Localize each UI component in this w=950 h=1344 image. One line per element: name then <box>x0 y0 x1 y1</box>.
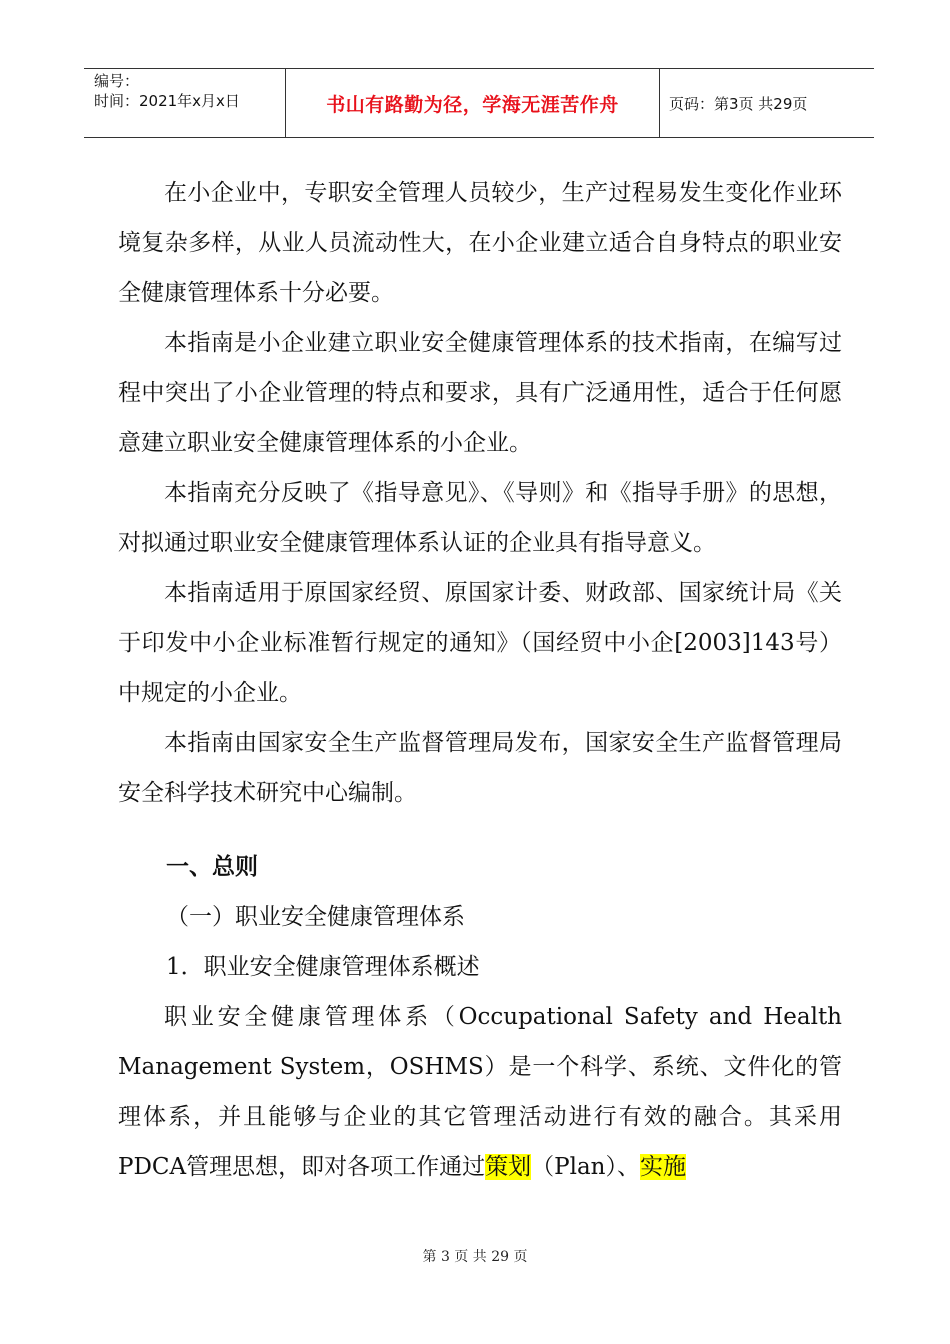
item-heading: 1．职业安全健康管理体系概述 <box>166 954 480 980</box>
paragraph-3: 本指南充分反映了《指导意见》、《导则》和《指导手册》的思想，对拟通过职业安全健康管理体系认证的企业具有指导意义。 <box>118 480 842 556</box>
paragraph-1: 在小企业中，专职安全管理人员较少，生产过程易发生变化作业环境复杂多样，从业人员流动性大，在小企业建立适合自身特点的职业安全健康管理体系十分必要。 <box>118 180 842 306</box>
header-table <box>84 68 874 138</box>
highlight-plan: 策划 <box>485 1154 532 1180</box>
subsection-heading: （一）职业安全健康管理体系 <box>166 904 465 930</box>
overview-text-2: （Plan）、 <box>531 1154 640 1180</box>
highlight-do: 实施 <box>639 1154 686 1180</box>
header-meta <box>84 69 285 137</box>
number-label: 编号： <box>94 72 140 90</box>
header-motto: 书山有路勤为径，学海无涯苦作舟 <box>326 93 619 116</box>
time-label: 时间：2021年x月x日 <box>94 92 240 110</box>
section-heading: 一、总则 <box>166 854 258 880</box>
paragraph-2: 本指南是小企业建立职业安全健康管理体系的技术指南，在编写过程中突出了小企业管理的特点和要求，具有广泛通用性，适合于任何愿意建立职业安全健康管理体系的小企业。 <box>118 330 842 456</box>
header-page-info: 页码：第3页 共29页 <box>669 94 808 113</box>
spacer <box>118 818 842 842</box>
overview-text-1: 职业安全健康管理体系（Occupational Safety and Health Management System，OSHMS）是一个科学、系统、文件化的管理体系，并且能够与企业的其它管理活动进行有效的融合。其采用PDCA管理思想，即对各项工作通过 <box>118 1004 842 1180</box>
paragraph-4: 本指南适用于原国家经贸、原国家计委、财政部、国家统计局《关于印发中小企业标准暂行规定的通知》（国经贸中小企[2003]143号）中规定的小企业。 <box>118 580 842 706</box>
page-footer: 第 3 页 共 29 页 <box>422 1249 528 1265</box>
overview-paragraph <box>118 992 842 1192</box>
document-body <box>118 168 842 1192</box>
header-motto-cell <box>285 69 660 137</box>
paragraph-5: 本指南由国家安全生产监督管理局发布，国家安全生产监督管理局安全科学技术研究中心编制。 <box>118 730 842 806</box>
